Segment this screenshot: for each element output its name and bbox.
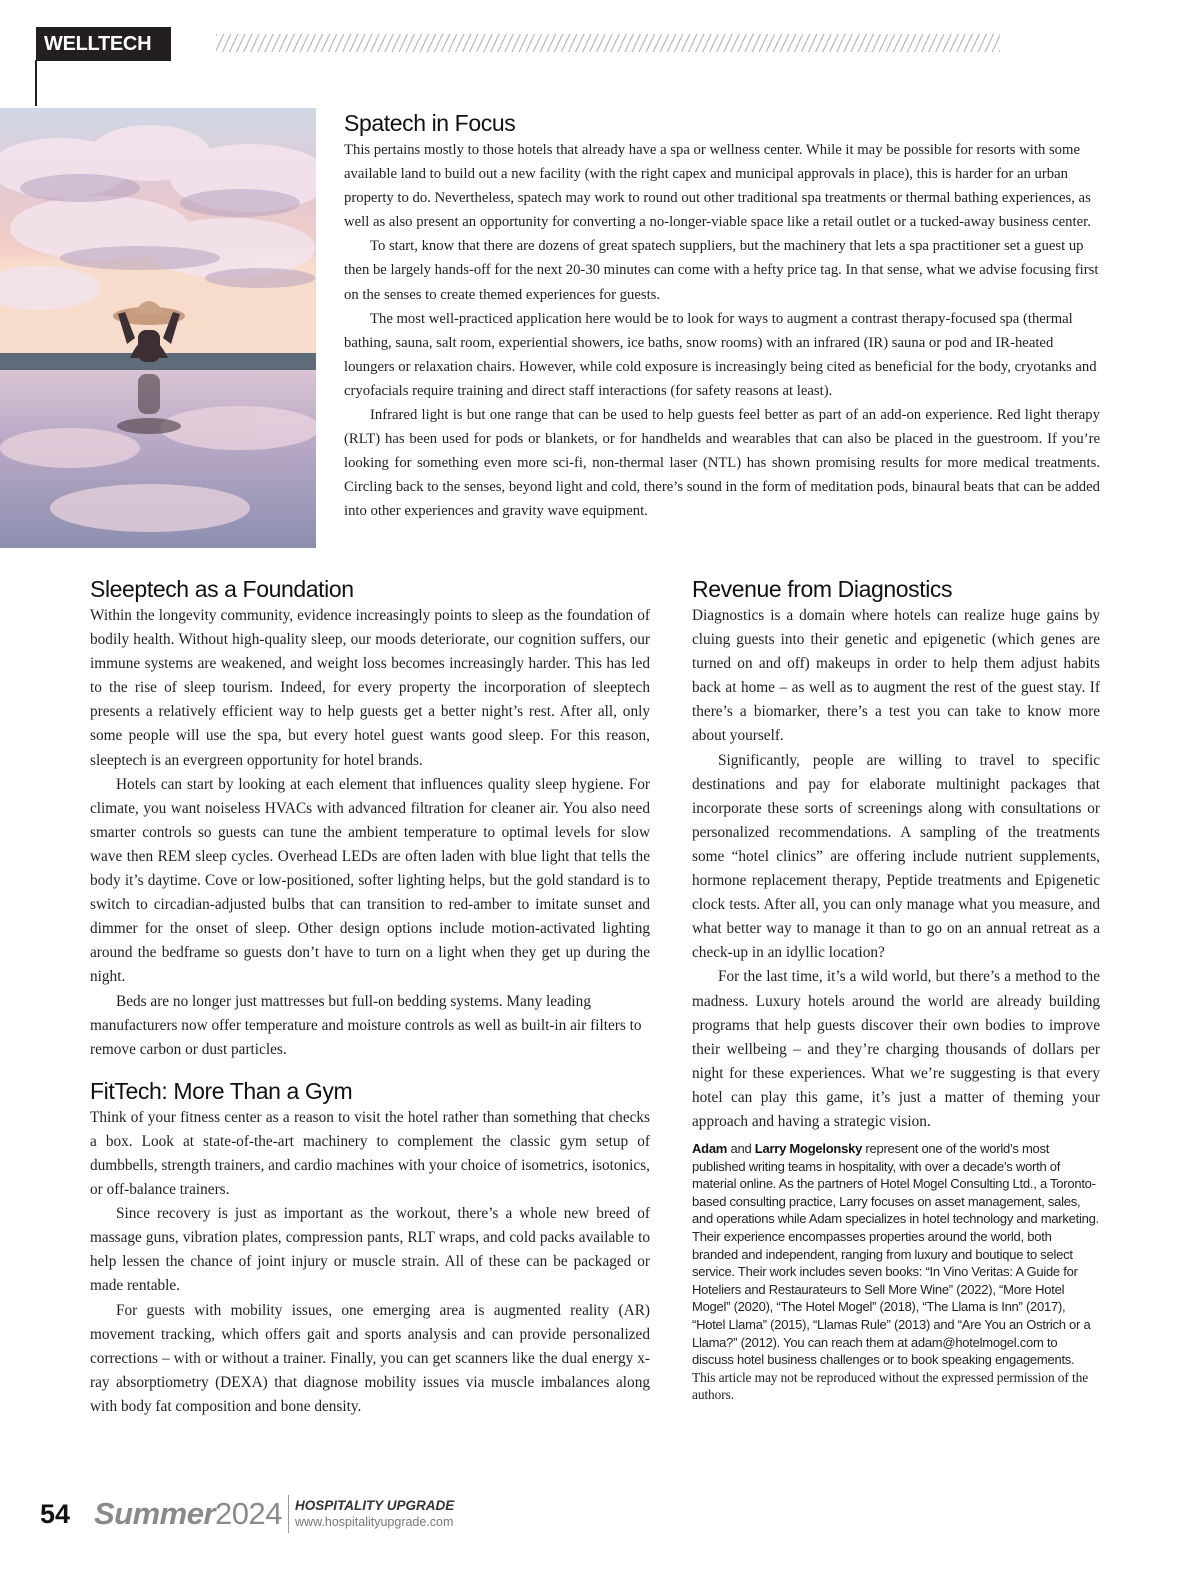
author-bio xyxy=(692,1140,1100,1404)
page-number: 54 xyxy=(40,1498,71,1529)
spatech-section xyxy=(344,108,1100,524)
hero-photo-illustration xyxy=(0,108,316,548)
section-rule xyxy=(35,60,37,106)
sleeptech-paragraph: Hotels can start by looking at each element that influences quality sleep hygiene. For climate, you want noiseless HVACs with advanced filtration for cleaner air. You also need smarter controls so guests can tune the ambient temperature to optimal levels for slow wave then REM sleep cycles. Overhead LEDs are often laden with blue light that tells the body it’s daytime. Cove or low-positioned, softer lighting helps, but the gold standard is to switch to circadian-adjusted bulbs that can transition to red-amber to imitate sunset and dimmer for the onset of sleep. Other design options include motion-activated lighting around the bedframe so guests don’t have to turn on a light when they get up during the night. xyxy=(90,775,650,986)
hero-photo xyxy=(0,108,316,548)
diagnostics-heading: Revenue from Diagnostics xyxy=(692,576,953,602)
issue-label xyxy=(94,1496,282,1532)
spatech-paragraph: Infrared light is but one range that can be used to help guests feel better as part of an add-on experience. Red light therapy (RLT) has been used for pods or blankets, or for handhelds and wearables that can also be placed in the guestroom. If you’re looking for something even more sci-fi, non-thermal laser (NTL) has shown promising results for more medical treatments. Circling back to the senses, beyond light and cold, there’s sound in the form of meditation pods, binaural beats that can be added into other experiences and gravity wave equipment. xyxy=(344,407,1100,520)
publication-url[interactable]: www.hospitalityupgrade.com xyxy=(295,1515,454,1529)
left-column xyxy=(90,574,650,1419)
issue-year: 2024 xyxy=(215,1496,283,1531)
spatech-heading: Spatech in Focus xyxy=(344,110,516,136)
decorative-slash-rule xyxy=(216,34,1000,52)
fittech-paragraph: Since recovery is just as important as the workout, there’s a whole new breed of massage guns, vibration plates, compression pants, RLT wraps, and cold packs available to help lessen the chance of joint injury or muscle strain. All of these can be packaged or made rentable. xyxy=(90,1205,650,1295)
section-label: WELLTECH xyxy=(36,27,171,61)
diagnostics-paragraph: For the last time, it’s a wild world, but there’s a method to the madness. Luxury hotels around the world are already building programs that help guests discover their own bodies to improve their wellbeing – and they’re charging thousands of dollars per night for these experiences. What we’re suggesting is that every hotel can play this game, it’s just a matter of theming your approach and having a strategic vision. xyxy=(692,968,1100,1130)
page-footer xyxy=(40,1494,454,1534)
fittech-heading: FitTech: More Than a Gym xyxy=(90,1077,353,1104)
spatech-paragraph: To start, know that there are dozens of great spatech suppliers, but the machinery that lets a spa practitioner set a guest up then be largely hands-off for the next 20-30 minutes can come with a hefty price tag. In that sense, what we advise focusing first on the senses to create themed experiences for guests. xyxy=(344,238,1099,303)
sleeptech-heading: Sleeptech as a Foundation xyxy=(90,576,354,602)
publication-info xyxy=(295,1498,454,1530)
sleeptech-paragraph: Within the longevity community, evidence increasingly points to sleep as the foundation of bodily health. Without high-quality sleep, our moods deteriorate, our cognition suffers, our immune systems are weakened, and weight loss becomes increasingly harder. This has led to the rise of sleep tourism. Indeed, for every property the incorporation of sleeptech presents a relatively efficient way to help guests get a better night’s rest. After all, only some people will use the spa, but every hotel guest wants good sleep. For this reason, sleeptech is an evergreen opportunity for hotel brands. xyxy=(90,607,650,769)
right-column xyxy=(692,574,1100,1404)
reproduction-notice: This article may not be reproduced without the expressed permission of the authors. xyxy=(692,1369,1089,1403)
bio-body: represent one of the world’s most published writing teams in hospitality, with over a decade’s worth of material online. As the partners of Hotel Mogel Consulting Ltd., a Toronto-based consulting practice, Larry focuses on asset management, sales, and operations while Adam specializes in hotel technology and marketing. Their experience encompasses properties around the world, both branded and independent, ranging from luxury and boutique to select service. Their work includes seven books: “In Vino Veritas: A Guide for Hoteliers and Restaurateurs to Sell More Wine” (2022), “More Hotel Mogel” (2020), “The Hotel Mogel” (2018), “The Llama is Inn” (2017), “Hotel Llama” (2015), “Llamas Rule” (2013) and “Are You an Ostrich or a Llama?” (2012). You can reach them at adam@hotelmogel.com to discuss hotel business challenges or to book speaking engagements. xyxy=(692,1141,1099,1368)
sleeptech-paragraph: Beds are no longer just mattresses but full-on bedding systems. Many leading manufacturers now offer temperature and moisture controls as well as built-in air filters to remove carbon or dust particles. xyxy=(90,992,642,1058)
fittech-paragraph: Think of your fitness center as a reason to visit the hotel rather than something that checks a box. Look at state-of-the-art machinery to complement the classic gym setup of dumbbells, strength trainers, and cardio machines with your choice of isometrics, isotonics, or off-balance trainers. xyxy=(90,1108,650,1199)
bio-author-adam: Adam xyxy=(692,1141,728,1157)
issue-season: Summer xyxy=(94,1496,216,1531)
diagnostics-paragraph: Significantly, people are willing to travel to specific destinations and pay for elaborate multinight packages that incorporate these sorts of screenings along with consultations or personalized recommendations. A sampling of the treatments some “hotel clinics” are offering include nutrient supplements, hormone replacement therapy, Peptide treatments and Epigenetic clock tests. After all, you can only manage what you measure, and what better way to manage it than to go on an annual retreat as a check-up in an idyllic location? xyxy=(692,751,1100,962)
bio-conjunction: and xyxy=(727,1141,755,1157)
spatech-paragraph: The most well-practiced application here would be to look for ways to augment a contrast therapy-focused spa (thermal bathing, sauna, salt room, experiential showers, ice baths, snow rooms) with an infrared (IR) sauna or pod and IR-heated loungers or relaxation chairs. However, while cold exposure is increasingly being cited as beneficial for the body, cryotanks and cryofacials require training and direct staff interactions (for safety reasons at least). xyxy=(344,310,1097,399)
footer-divider xyxy=(288,1495,289,1533)
bio-author-larry: Larry Mogelonsky xyxy=(754,1141,863,1157)
publication-name: HOSPITALITY UPGRADE xyxy=(295,1498,455,1513)
fittech-paragraph: For guests with mobility issues, one emerging area is augmented reality (AR) movement tracking, which offers gait and sports analysis and can provide personalized corrections – with or without a trainer. Finally, you can get scanners like the dual energy x-ray absorptiometry (DEXA) that diagnose mobility issues via muscle imbalances along with body fat composition and bone density. xyxy=(90,1301,650,1415)
diagnostics-paragraph: Diagnostics is a domain where hotels can realize huge gains by cluing guests into their genetic and epigenetic (which genes are turned on and off) makeups in order to help them adjust habits back at home – as well as to augment the rest of the guest stay. If there’s a biomarker, there’s a test you can take to know more about yourself. xyxy=(692,607,1100,745)
spatech-paragraph: This pertains mostly to those hotels that already have a spa or wellness center. While it may be possible for resorts with some available land to build out a new facility (with the right capex and municipal approvals in place), this is harder for an urban property to do. Nevertheless, spatech may work to round out other traditional spa treatments or thermal bathing experiences, as well as also present an opportunity for converting a no-longer-viable space like a retail outlet or a tucked-away business center. xyxy=(344,142,1091,231)
